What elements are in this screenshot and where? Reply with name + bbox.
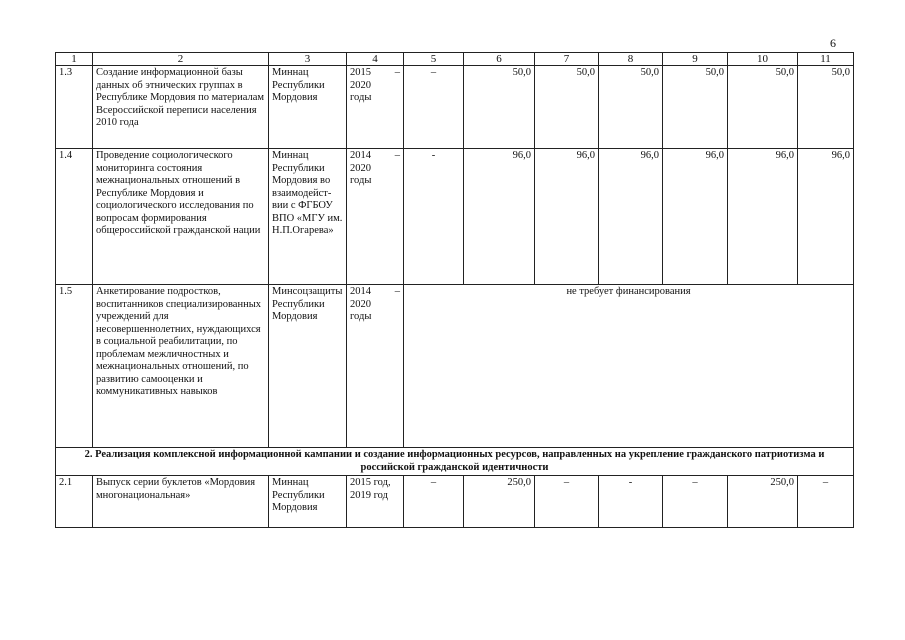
row-id: 1.4 [56, 149, 93, 285]
row-years [347, 149, 404, 285]
row-executor: Миннац Республики Мордовия [269, 66, 347, 149]
cell-col8: - [599, 476, 663, 528]
cell-col7: – [535, 476, 599, 528]
program-table [55, 52, 854, 528]
table-row [56, 66, 854, 149]
row-executor: Миннац Республики Мордовия [269, 476, 347, 528]
cell-col11: – [798, 476, 854, 528]
years-text: 2014 2020 годы [350, 150, 372, 186]
column-header: 8 [599, 53, 663, 66]
cell-col5: - [404, 149, 464, 285]
cell-col10: 250,0 [728, 476, 798, 528]
funding-note: не требует финансирования [404, 285, 854, 448]
cell-col10: 50,0 [728, 66, 798, 149]
row-years [347, 285, 404, 448]
column-header: 6 [464, 53, 535, 66]
section-header-row [56, 448, 854, 476]
cell-col9: 96,0 [663, 149, 728, 285]
column-header: 11 [798, 53, 854, 66]
cell-col8: 50,0 [599, 66, 663, 149]
years-text: 2014 2020 годы [350, 286, 372, 322]
years-dash: – [394, 67, 400, 78]
cell-col6: 250,0 [464, 476, 535, 528]
years-text: 2015 2020 годы [350, 67, 372, 103]
row-description: Проведение социологического мониторинга состояния межнациональных отношений в Республике Мордовия и социологического исследования по вопросам формирования общероссийской гражданской нации [93, 149, 269, 285]
column-header: 9 [663, 53, 728, 66]
row-id: 2.1 [56, 476, 93, 528]
row-executor: Минсоцзащиты Республики Мордовия [269, 285, 347, 448]
row-id: 1.3 [56, 66, 93, 149]
table-row [56, 285, 854, 448]
column-header: 4 [347, 53, 404, 66]
row-years [347, 66, 404, 149]
row-executor: Миннац Республики Мордовия во взаимодейст-вии с ФГБОУ ВПО «МГУ им. Н.П.Огарева» [269, 149, 347, 285]
column-header: 2 [93, 53, 269, 66]
years-dash: – [394, 286, 400, 297]
column-header: 1 [56, 53, 93, 66]
cell-col11: 50,0 [798, 66, 854, 149]
row-description: Выпуск серии буклетов «Мордовия многонациональная» [93, 476, 269, 528]
column-header: 7 [535, 53, 599, 66]
cell-col10: 96,0 [728, 149, 798, 285]
column-header: 3 [269, 53, 347, 66]
column-header: 10 [728, 53, 798, 66]
cell-col5: – [404, 66, 464, 149]
cell-col6: 96,0 [464, 149, 535, 285]
row-description: Создание информационной базы данных об этнических группах в Республике Мордовия по материалам Всероссийской переписи населения 2010 года [93, 66, 269, 149]
row-description: Анкетирование подростков, воспитанников специализированных учреждений для несовершеннолетних, нуждающихся в социальной реабилитации, по проблемам межличностных и межнациональных отношений, по развитию самооценки и коммуникативных навыков [93, 285, 269, 448]
cell-col7: 50,0 [535, 66, 599, 149]
column-number-row [56, 53, 854, 66]
cell-col11: 96,0 [798, 149, 854, 285]
table-row [56, 149, 854, 285]
cell-col9: 50,0 [663, 66, 728, 149]
cell-col8: 96,0 [599, 149, 663, 285]
table-row [56, 476, 854, 528]
row-id: 1.5 [56, 285, 93, 448]
cell-col9: – [663, 476, 728, 528]
section-title: 2. Реализация комплексной информационной кампании и создание информационных ресурсов, направленных на укрепление гражданского патриотизма и российской гражданской идентичности [56, 448, 854, 476]
years-dash: – [394, 150, 400, 161]
row-years: 2015 год, 2019 год [347, 476, 404, 528]
page-number: 6 [830, 36, 836, 50]
cell-col6: 50,0 [464, 66, 535, 149]
column-header: 5 [404, 53, 464, 66]
cell-col5: – [404, 476, 464, 528]
cell-col7: 96,0 [535, 149, 599, 285]
